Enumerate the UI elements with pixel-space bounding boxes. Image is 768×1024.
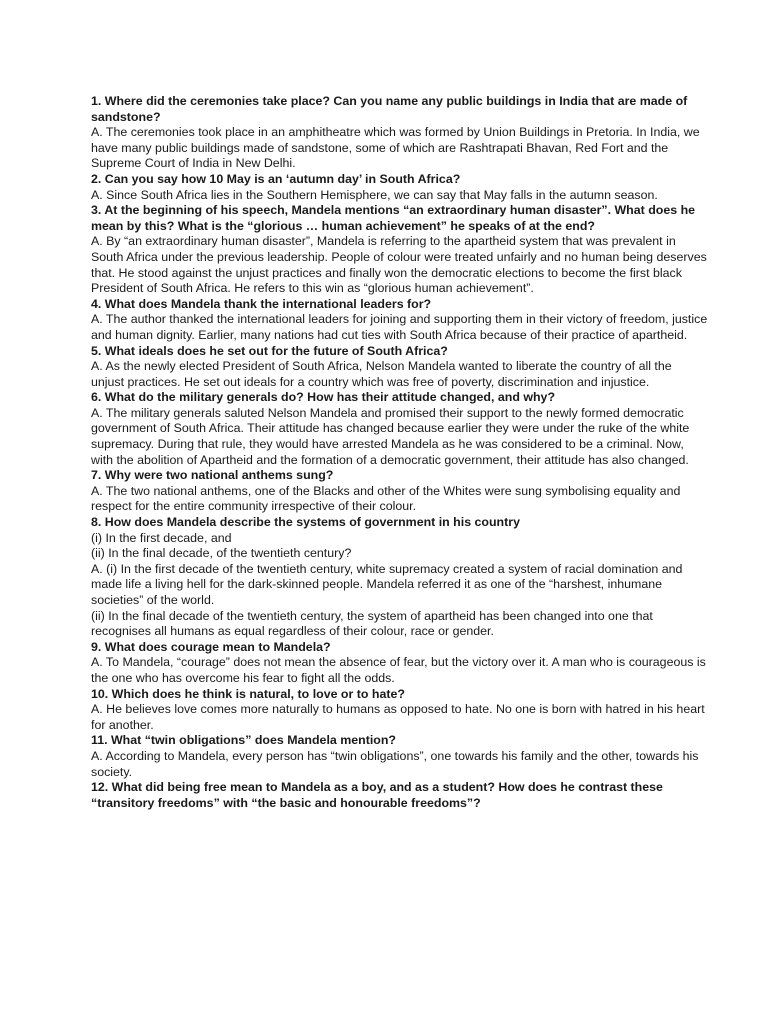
question-10: 10. Which does he think is natural, to love or to hate? xyxy=(91,686,405,701)
question-6: 6. What do the military generals do? How has their attitude changed, and why? xyxy=(91,390,556,405)
answer-4: A. The author thanked the international leaders for joining and supporting them in their victory of freedom, justice and human dignity. Earlier, many nations had cut ties with South Africa because of their practice of apartheid. xyxy=(91,312,708,342)
answer-11: A. According to Mandela, every person has “twin obligations”, one towards his family and the other, towards his society. xyxy=(91,748,699,779)
question-1: 1. Where did the ceremonies take place? Can you name any public buildings in India that are made of sandstone? xyxy=(91,94,688,124)
answer-10: A. He believes love comes more naturally to humans as opposed to hate. No one is born with hatred in his heart for another. xyxy=(91,702,705,732)
answer-8-part-ii: (ii) In the final decade of the twentieth century, the system of apartheid has been changed into one that recognises all humans as equal regardless of their colour, race or gender. xyxy=(91,608,653,639)
answer-8-part-i: A. (i) In the first decade of the twentieth century, white supremacy created a system of racial domination and made life a living hell for the dark-skinned people. Mandela referred it as one of the “harshest, inhumane societies” of the world. xyxy=(91,561,683,607)
answer-8-part-i-prompt: (i) In the first decade, and xyxy=(91,530,232,545)
answer-3: A. By “an extraordinary human disaster”, Mandela is referring to the apartheid system that was prevalent in South Africa under the previous leadership. People of colour were treated unfairly and no human being deserves that. He stood against the unjust practices and finally won the democratic elections to become the first black President of South Africa. He refers to this win as “glorious human achievement”. xyxy=(91,234,707,296)
answer-5: A. As the newly elected President of South Africa, Nelson Mandela wanted to liberate the country of all the unjust practices. He set out ideals for a country which was free of poverty, discrimination and injustice. xyxy=(91,359,672,389)
answer-1: A. The ceremonies took place in an amphitheatre which was formed by Union Buildings in Pretoria. In India, we have many public buildings made of sandstone, some of which are Rashtrapati Bhavan, Red Fort and the Supreme Court of India in New Delhi. xyxy=(91,125,700,171)
question-12: 12. What did being free mean to Mandela as a boy, and as a student? How does he contrast these “transitory freedoms” with “the basic and honourable freedoms”? xyxy=(91,780,663,810)
question-5: 5. What ideals does he set out for the future of South Africa? xyxy=(91,343,448,358)
question-11: 11. What “twin obligations” does Mandela mention? xyxy=(91,733,396,748)
question-7: 7. Why were two national anthems sung? xyxy=(91,468,334,483)
answer-9: A. To Mandela, “courage” does not mean the absence of fear, but the victory over it. A man who is courageous is the one who has overcome his fear to fight all the odds. xyxy=(91,655,706,685)
question-3: 3. At the beginning of his speech, Mandela mentions “an extraordinary human disaster”. What does he mean by this? What is the “glorious … human achievement” he speaks of at the end? xyxy=(91,203,696,233)
question-8: 8. How does Mandela describe the systems of government in his country xyxy=(91,515,520,530)
question-2: 2. Can you say how 10 May is an ‘autumn day’ in South Africa? xyxy=(91,171,461,186)
answer-6: A. The military generals saluted Nelson Mandela and promised their support to the newly formed democratic government of South Africa. Their attitude has changed because earlier they were under the ruke of the white supremacy. During that rule, they would have arrested Mandela as he was considered to be a criminal. Now, with the abolition of Apartheid and the formation of a democratic government, their attitude has also changed. xyxy=(91,405,690,467)
answer-8-part-ii-prompt: (ii) In the final decade, of the twentieth century? xyxy=(91,546,352,561)
answer-2: A. Since South Africa lies in the Southern Hemisphere, we can say that May falls in the autumn season. xyxy=(91,187,658,202)
question-9: 9. What does courage mean to Mandela? xyxy=(91,639,331,654)
question-4: 4. What does Mandela thank the international leaders for? xyxy=(91,296,432,311)
answer-7: A. The two national anthems, one of the Blacks and other of the Whites were sung symbolising equality and respect for the entire community irrespective of their colour. xyxy=(91,483,681,514)
